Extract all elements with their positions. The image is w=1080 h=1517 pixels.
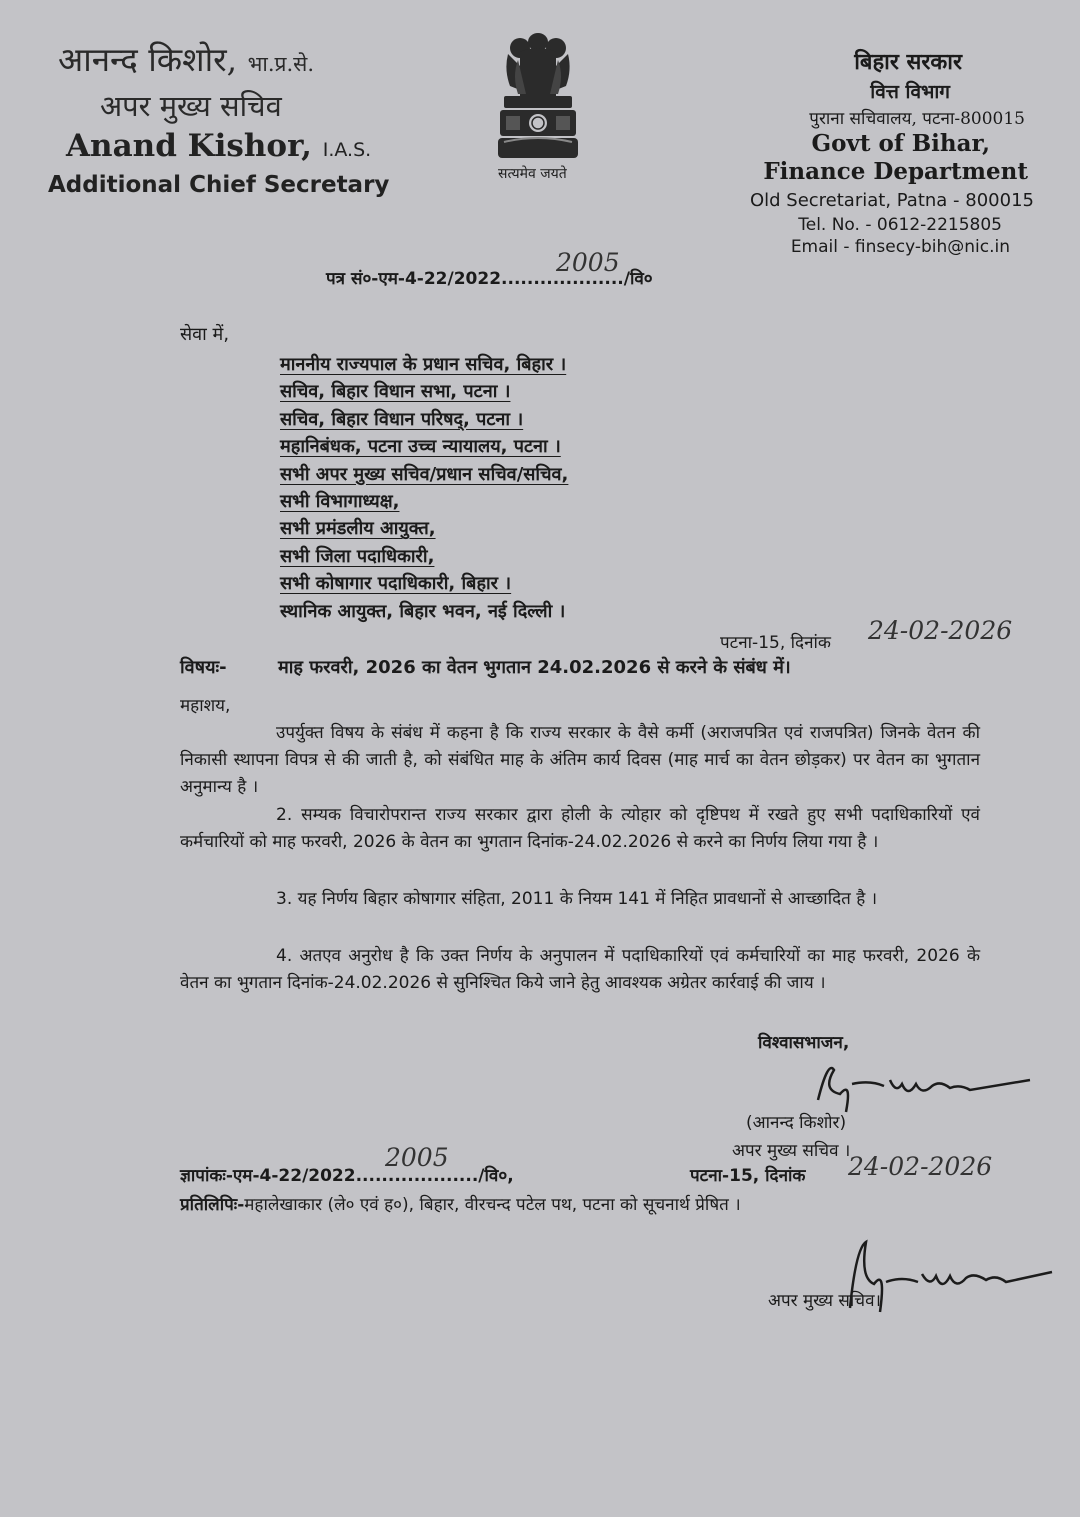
copy-to xyxy=(180,1192,980,1218)
recipient-line xyxy=(280,489,399,513)
officer-name-english: Anand Kishor, I.A.S. xyxy=(66,128,372,164)
recipient-line xyxy=(280,544,434,568)
letter-reference: पत्र सं०-एम-4-22/2022.................../वि० xyxy=(326,269,653,289)
copy-text: महालेखाकार (ले० एवं ह०), बिहार, वीरचन्द पटेल पथ, पटना को सूचनार्थ प्रेषित । xyxy=(244,1195,741,1215)
signatory-name: (आनन्द किशोर) xyxy=(746,1113,847,1133)
subject-label: विषयः- xyxy=(180,657,227,678)
paragraph-4: 4. अतएव अनुरोध है कि उक्त निर्णय के अनुपालन में पदाधिकारियों एवं कर्मचारियों का माह फरवरी, 2026 के वेतन का भुगतान दिनांक-24.02.2026 से सुनिश्चित किये जाने हेतु आवश्यक अग्रेतर कार्रवाई की जाय । xyxy=(180,946,980,993)
signatory-designation: अपर मुख्य सचिव । xyxy=(732,1141,851,1161)
date-handwritten: 24-02-2026 xyxy=(868,616,1013,645)
letter-reference-handwritten: 2005 xyxy=(556,248,620,277)
dept-name-english: Finance Department xyxy=(763,158,1028,185)
address-hindi: पुराना सचिवालय, पटना-800015 xyxy=(809,109,1025,129)
emblem-motto: सत्यमेव जयते xyxy=(498,166,567,182)
paragraph-1: उपर्युक्त विषय के संबंध में कहना है कि राज्य सरकार के वैसे कर्मी (अराजपत्रित एवं राजपत्रित) जिनके वेतन की निकासी स्थापना विपत्र से की जाती है, को संबंधित माह के अंतिम कार्य दिवस (माह मार्च का वेतन छोड़कर) पर वेतन का भुगतान अनुमान्य है । xyxy=(180,723,980,797)
recipient-text: सभी अपर मुख्य सचिव/प्रधान सचिव/सचिव, xyxy=(280,463,569,485)
officer-service-hindi: भा.प्र.से. xyxy=(247,52,314,76)
recipient-line xyxy=(280,434,561,458)
ashoka-emblem-icon xyxy=(490,30,586,164)
recipient-line xyxy=(280,599,565,623)
memo-reference: ज्ञापांकः-एम-4-22/2022.................../वि०, xyxy=(180,1166,514,1186)
memo-reference-handwritten: 2005 xyxy=(385,1143,449,1172)
closing: विश्वासभाजन, xyxy=(758,1033,850,1053)
telephone: Tel. No. - 0612-2215805 xyxy=(798,215,1002,235)
email: Email - finsecy-bih@nic.in xyxy=(790,237,1010,257)
officer-designation-english: Additional Chief Secretary xyxy=(48,172,390,198)
address-english: Old Secretariat, Patna - 800015 xyxy=(749,190,1034,211)
govt-name-english: Govt of Bihar, xyxy=(811,130,990,157)
memo-signatory-designation: अपर मुख्य सचिव। xyxy=(768,1291,881,1311)
paragraph-3: 3. यह निर्णय बिहार कोषागार संहिता, 2011 के नियम 141 में निहित प्रावधानों से आच्छादित है । xyxy=(276,889,878,909)
recipient-text: सचिव, बिहार विधान परिषद्, पटना । xyxy=(280,408,524,430)
officer-designation-hindi: अपर मुख्य सचिव xyxy=(100,89,282,123)
govt-name-hindi: बिहार सरकार xyxy=(854,49,962,75)
place-date: पटना-15, दिनांक xyxy=(720,633,831,653)
memo-date-handwritten: 24-02-2026 xyxy=(848,1152,993,1181)
recipient-line xyxy=(280,571,511,595)
officer-name-hindi: आनन्द किशोर, भा.प्र.से. xyxy=(58,40,314,79)
recipient-line xyxy=(280,516,436,540)
recipient-line xyxy=(280,379,510,403)
recipient-line xyxy=(280,407,523,431)
dept-name-hindi: वित्त विभाग xyxy=(870,81,950,103)
recipient-line xyxy=(280,462,568,486)
paragraph-2: 2. सम्यक विचारोपरान्त राज्य सरकार द्वारा होली के त्योहार को दृष्टिपथ में रखते हुए सभी पदाधिकारियों एवं कर्मचारियों को माह फरवरी, 2026 के वेतन का भुगतान दिनांक-24.02.2026 से करने का निर्णय लिया गया है । xyxy=(180,805,980,852)
recipient-text: महानिबंधक, पटना उच्च न्यायालय, पटना । xyxy=(280,436,561,458)
memo-place-date: पटना-15, दिनांक xyxy=(690,1166,806,1186)
recipient-text: सभी प्रमंडलीय आयुक्त, xyxy=(280,518,436,540)
recipient-text: सचिव, बिहार विधान सभा, पटना । xyxy=(280,381,511,403)
subject: माह फरवरी, 2026 का वेतन भुगतान 24.02.2026 से करने के संबंध में। xyxy=(278,657,791,678)
recipient-text: सभी विभागाध्यक्ष, xyxy=(280,491,400,512)
copy-label: प्रतिलिपिः- xyxy=(180,1195,245,1215)
to-label: सेवा में, xyxy=(180,324,230,345)
recipient-line xyxy=(280,352,566,376)
recipient-text: सभी कोषागार पदाधिकारी, बिहार । xyxy=(280,573,512,595)
recipient-text: स्थानिक आयुक्त, बिहार भवन, नई दिल्ली । xyxy=(280,600,566,622)
officer-service-english: I.A.S. xyxy=(322,139,372,161)
recipient-text: माननीय राज्यपाल के प्रधान सचिव, बिहार । xyxy=(280,354,567,375)
salutation: महाशय, xyxy=(180,696,231,716)
recipient-text: सभी जिला पदाधिकारी, xyxy=(280,545,435,567)
